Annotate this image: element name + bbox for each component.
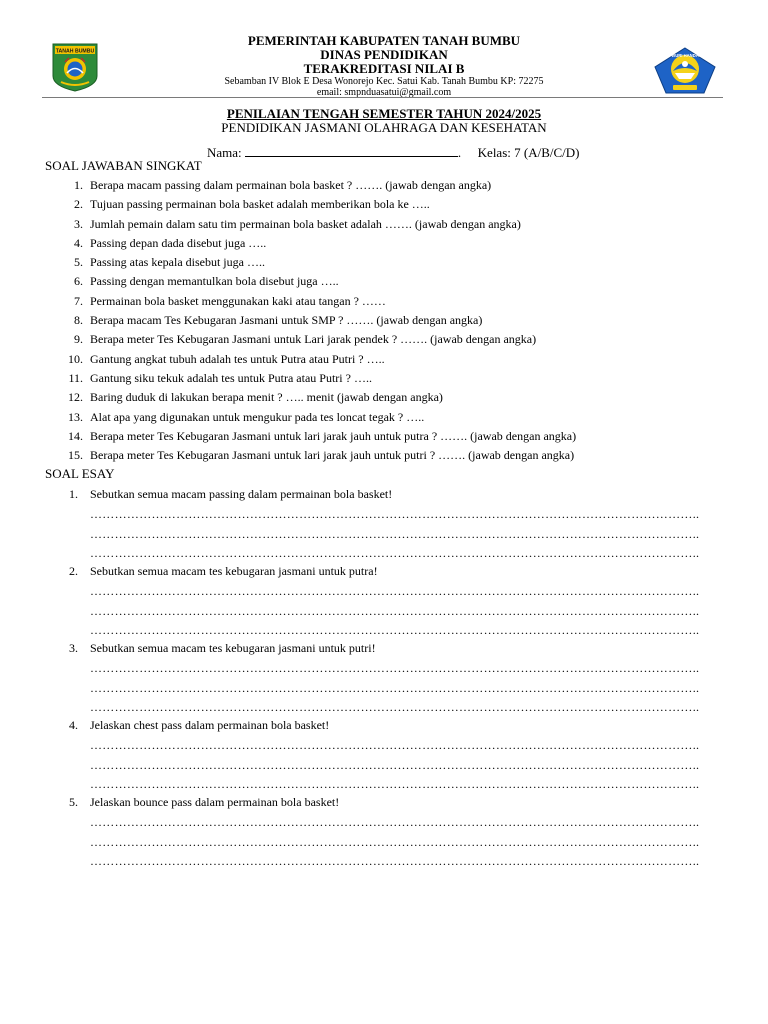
answer-line[interactable]: ………………………………………………………………………………………………………………………………….. [90,758,700,771]
question-text: Berapa meter Tes Kebugaran Jasmani untuk Lari jarak pendek ? ……. (jawab dengan angka) [90,332,537,347]
nama-blank[interactable] [245,146,458,157]
short-answer-question [45,177,725,196]
question-text: Permainan bola basket menggunakan kaki atau tangan ? …… [90,293,386,308]
letterhead [150,34,618,98]
question-text: Passing dengan memantulkan bola disebut juga ….. [90,274,339,289]
short-answer-list [45,177,725,466]
short-answer-question [45,447,725,466]
question-number: 2. [69,564,78,578]
question-number: 14. [68,428,83,443]
short-answer-question [45,312,725,331]
essay-heading: SOAL ESAY [45,466,115,481]
question-text: Sebutkan semua macam passing dalam permainan bola basket! [90,487,393,501]
question-text: Berapa meter Tes Kebugaran Jasmani untuk lari jarak jauh untuk putra ? ……. (jawab dengan angka) [90,428,577,443]
short-answer-heading: SOAL JAWABAN SINGKAT [45,158,202,173]
answer-line[interactable]: ………………………………………………………………………………………………………………………………….. [90,855,700,867]
exam-title-block [100,107,668,135]
question-text: Alat apa yang digunakan untuk mengukur pada tes loncat tegak ? ….. [90,409,425,424]
short-answer-question [45,389,725,408]
question-number: 11. [68,370,83,385]
short-answer-question [45,370,725,389]
question-number: 3. [74,216,83,231]
accreditation: TERAKREDITASI NILAI B [303,61,465,76]
answer-line[interactable]: ………………………………………………………………………………………………………………………………….. [90,604,700,617]
question-number: 4. [74,235,83,250]
question-number: 1. [74,178,83,192]
question-number: 12. [68,390,83,405]
question-text: Gantung siku tekuk adalah tes untuk Putra atau Putri ? ….. [90,370,372,385]
answer-line[interactable]: ………………………………………………………………………………………………………………………………….. [90,701,700,713]
question-number: 15. [68,448,83,463]
answer-line[interactable]: ………………………………………………………………………………………………………………………………….. [90,662,700,674]
question-number: 4. [69,718,78,732]
answer-line[interactable]: ………………………………………………………………………………………………………………………………….. [90,816,700,828]
question-text: Berapa macam passing dalam permainan bola basket ? ……. (jawab dengan angka) [90,178,492,192]
school-email: email: smpnduasatui@gmail.com [316,87,452,98]
question-text: Passing atas kepala disebut juga ….. [90,255,265,270]
school-address: Sebamban IV Blok E Desa Wonorejo Kec. Satui Kab. Tanah Bumbu KP: 72275 [224,76,544,87]
question-text: Passing depan dada disebut juga ….. [90,235,267,250]
short-answer-question [45,293,725,312]
question-number: 3. [69,641,78,655]
answer-line[interactable]: ………………………………………………………………………………………………………………………………….. [90,835,700,848]
answer-line[interactable]: ………………………………………………………………………………………………………………………………….. [90,739,700,751]
question-number: 2. [74,197,83,212]
tut-wuri-handayani-logo [653,47,717,95]
question-number: 7. [74,293,83,308]
question-text: Berapa meter Tes Kebugaran Jasmani untuk lari jarak jauh untuk putri ? ……. (jawab dengan angka) [90,448,575,463]
question-number: 8. [74,313,83,328]
letterhead-divider [42,97,723,98]
question-text: Jumlah pemain dalam satu tim permainan bola basket adalah ……. (jawab dengan angka) [90,216,521,231]
question-number: 13. [68,409,83,424]
question-text: Sebutkan semua macam tes kebugaran jasmani untuk putri! [90,641,376,655]
question-number: 1. [69,487,78,501]
short-answer-question [45,273,725,292]
short-answer-question [45,331,725,350]
logo-right-text: TUT WURI HANDAYANI [662,53,708,58]
question-number: 10. [68,351,83,366]
short-answer-question [45,351,725,370]
answer-line[interactable]: ………………………………………………………………………………………………………………………………….. [90,585,700,597]
department-name: DINAS PENDIDIKAN [320,47,448,62]
question-text: Gantung angkat tubuh adalah tes untuk Putra atau Putri ? ….. [90,351,385,366]
answer-line[interactable]: ………………………………………………………………………………………………………………………………….. [90,527,700,540]
government-name: PEMERINTAH KABUPATEN TANAH BUMBU [247,33,521,48]
short-answer-question [45,216,725,235]
short-answer-question [45,196,725,215]
short-answer-question [45,428,725,447]
exam-title: PENILAIAN TENGAH SEMESTER TAHUN 2024/2025 [226,106,542,121]
question-text: Jelaskan chest pass dalam permainan bola basket! [90,718,330,732]
question-number: 9. [74,332,83,347]
short-answer-question [45,254,725,273]
question-number: 5. [74,255,83,270]
answer-line[interactable]: ………………………………………………………………………………………………………………………………….. [90,624,700,636]
answer-line[interactable]: ………………………………………………………………………………………………………………………………….. [90,508,700,520]
answer-line[interactable]: ………………………………………………………………………………………………………………………………….. [90,681,700,694]
nama-label: Nama: [207,145,242,160]
short-answer-question [45,409,725,428]
question-text: Baring duduk di lakukan berapa menit ? ….. menit (jawab dengan angka) [90,390,443,405]
answer-line[interactable]: ………………………………………………………………………………………………………………………………….. [90,547,700,559]
answer-line[interactable]: ………………………………………………………………………………………………………………………………….. [90,778,700,790]
question-text: Berapa macam Tes Kebugaran Jasmani untuk SMP ? ……. (jawab dengan angka) [90,313,483,328]
logo-left-text: TANAH BUMBU [55,48,95,55]
question-text: Jelaskan bounce pass dalam permainan bola basket! [90,795,340,809]
exam-subject: PENDIDIKAN JASMANI OLAHRAGA DAN KESEHATAN [221,120,547,135]
question-number: 6. [74,274,83,289]
short-answer-question [45,235,725,254]
nama-suffix: . [457,145,462,160]
question-number: 5. [69,795,78,809]
kelas-label: Kelas: 7 (A/B/C/D) [477,145,580,160]
question-text: Sebutkan semua macam tes kebugaran jasmani untuk putra! [90,564,378,578]
question-text: Tujuan passing permainan bola basket adalah memberikan bola ke ….. [90,197,430,212]
student-info-row [207,146,579,160]
tanah-bumbu-logo [51,42,99,92]
